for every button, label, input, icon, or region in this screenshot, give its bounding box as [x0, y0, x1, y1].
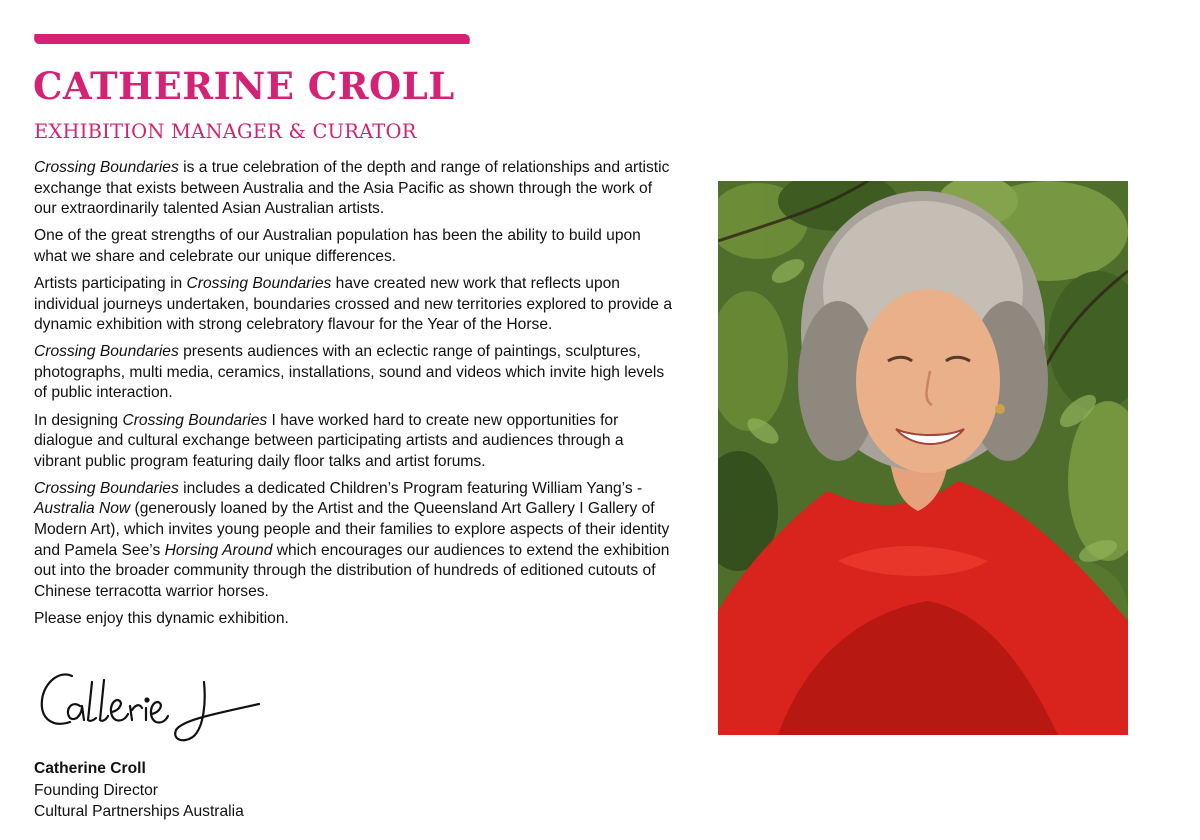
- accent-bar: [33, 34, 470, 44]
- exhibition-title: Crossing Boundaries: [34, 343, 179, 361]
- paragraph-text: Artists participating in: [34, 274, 187, 292]
- paragraph-text: which encourages our audiences to extend the exhibition out into the broader community through the distribution of hundreds of editioned cutouts of Chinese terracotta warrior horses.: [34, 541, 670, 600]
- paragraph-text: includes a dedicated Children’s Program featuring William Yang’s -: [178, 479, 643, 497]
- paragraph-text: In designing: [34, 411, 123, 429]
- paragraph-2: One of the great strengths of our Australian population has been the ability to build upon what we share and celebrate our unique differences.: [34, 227, 641, 265]
- portrait-photo: [718, 181, 1128, 735]
- page-subtitle: EXHIBITION MANAGER & CURATOR: [34, 120, 417, 143]
- paragraph-text: I have worked hard to create new opportunities for dialogue and cultural exchange between participating artists and audiences through a vibrant public program featuring daily floor talks and artist forums.: [34, 411, 624, 470]
- paragraph-3: [34, 274, 674, 336]
- artwork-title: Australia Now: [34, 500, 131, 518]
- paragraph-text: (generously loaned by the Artist and the Queensland Art Gallery I Gallery of Modern Art), which invites young people and their families to explore aspects of their identity and Pamela See’s: [34, 500, 670, 559]
- page-title: CATHERINE CROLL: [33, 64, 455, 108]
- artwork-title: Horsing Around: [164, 541, 273, 559]
- paragraph-text: is a true celebration of the depth and range of relationships and artistic exchange that exists between Australia and the Asia Pacific as shown through the work of our extraordinarily talented Asian Australian artists.: [34, 159, 670, 218]
- handwritten-signature: [34, 662, 274, 750]
- exhibition-title: Crossing Boundaries: [186, 274, 332, 292]
- paragraph-text: presents audiences with an eclectic range of paintings, sculptures, photographs, multi media, ceramics, installations, sound and videos which invite high levels of public interaction.: [34, 343, 665, 402]
- signatory-organisation: Cultural Partnerships Australia: [34, 803, 244, 820]
- exhibition-title: Crossing Boundaries: [122, 411, 268, 429]
- signatory-title: Founding Director: [34, 781, 158, 799]
- paragraph-5: [34, 411, 674, 473]
- sign-off: [34, 758, 244, 823]
- signatory-name: Catherine Croll: [34, 760, 146, 777]
- exhibition-title: Crossing Boundaries: [34, 159, 179, 176]
- paragraph-7: Please enjoy this dynamic exhibition.: [34, 609, 289, 627]
- body-text: [34, 158, 674, 636]
- exhibition-title: Crossing Boundaries: [34, 479, 179, 497]
- paragraph-4: [34, 342, 674, 404]
- paragraph-1: [34, 158, 674, 220]
- paragraph-text: have created new work that reflects upon individual journeys undertaken, boundaries crossed and new territories explored to provide a dynamic exhibition with strong celebratory flavour for the Year of the Horse.: [34, 274, 672, 334]
- paragraph-6: [34, 479, 674, 603]
